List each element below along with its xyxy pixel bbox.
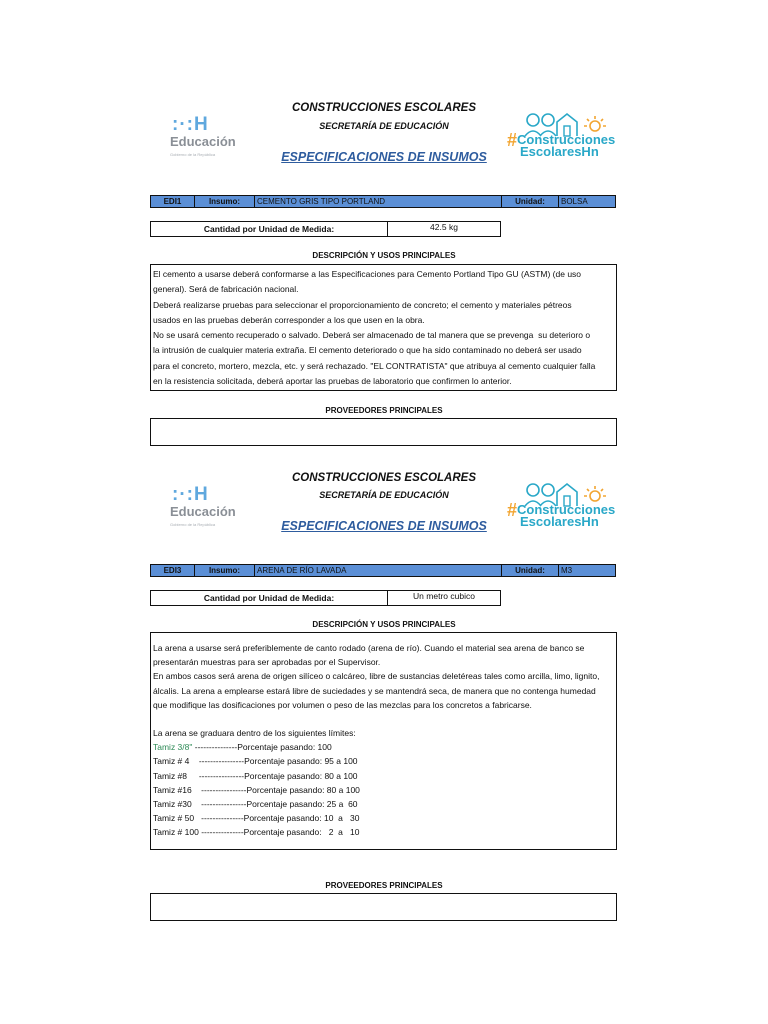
cantidad-value: 42.5 kg [430, 222, 458, 232]
unidad-label: Unidad: [502, 196, 559, 207]
description-line: general). Será de fabricación nacional. [153, 284, 299, 295]
educacion-logo-mark: :·:H [172, 114, 209, 135]
construcciones-logo-text: #Construcciones EscolaresHn [507, 500, 616, 529]
grading-line: Tamiz 3/8" ---------------Porcentaje pasando: 100 [153, 742, 332, 753]
description-line: Deberá realizarse pruebas para seleccionar el proporcionamiento de concreto; el cemento y materiales pétreos [153, 299, 572, 310]
description-line: El cemento a usarse deberá conformarse a las Especificaciones para Cemento Portland Tipo GU (ASTM) (de uso [153, 269, 582, 279]
educacion-logo-word: Educación [170, 504, 236, 519]
proveedores-heading: PROVEEDORES PRINCIPALES [325, 881, 443, 890]
description-line: para el concreto, mortero, mezcla, etc. y será rechazado. "EL CONTRATISTA" que atribuya al cemento cualquier falla [153, 360, 596, 371]
proveedores-heading: PROVEEDORES PRINCIPALES [325, 406, 443, 415]
proveedores-box [150, 418, 617, 446]
hashtag-icon: # [507, 130, 518, 150]
page-title: CONSTRUCCIONES ESCOLARES [291, 472, 477, 484]
doc-title: ESPECIFICACIONES DE INSUMOS [281, 150, 487, 164]
page-subtitle: SECRETARÍA DE EDUCACIÓN [319, 121, 449, 131]
descripcion-box [150, 632, 617, 850]
unidad-value: M3 [561, 566, 573, 575]
insumo-label: Insumo: [195, 196, 255, 207]
proveedores-box [150, 893, 617, 921]
unidad-value: BOLSA [561, 197, 588, 206]
educacion-logo-mark: :·:H [172, 484, 209, 505]
insumo-label: Insumo: [195, 565, 255, 576]
insumo-code: EDI3 [151, 565, 195, 576]
description-line: En ambos casos será arena de origen silíceo o calcáreo, libre de sustancias deletéreas tales como arcilla, limo, lignito, [153, 671, 600, 682]
description-line: la intrusión de cualquier materia extraña. El cemento deteriorado o que ha sido contaminado no deberá ser usado [153, 345, 582, 356]
cantidad-label: Cantidad por Unidad de Medida: [151, 591, 388, 605]
insumo-code: EDI1 [151, 196, 195, 207]
grading-line: Tamiz # 100 ---------------Porcentaje pasando: 2 a 10 [153, 827, 360, 838]
grading-line: Tamiz #8 ----------------Porcentaje pasando: 80 a 100 [153, 770, 358, 781]
grading-line: Tamiz # 4 ----------------Porcentaje pasando: 95 a 100 [153, 756, 358, 767]
insumo-value: ARENA DE RÍO LAVADA [255, 565, 502, 576]
descripcion-heading: DESCRIPCIÓN Y USOS PRINCIPALES [312, 251, 456, 260]
cantidad-value: Un metro cubico [413, 591, 475, 601]
description-line: La arena a usarse será preferiblemente de canto rodado (arena de río). Cuando el material sea arena de banco se [153, 643, 585, 653]
description-line: que modifique las dosificaciones por volumen o peso de las mezclas para los concretos a fabricarse. [153, 699, 532, 710]
descripcion-text [151, 265, 616, 391]
page-subtitle: SECRETARÍA DE EDUCACIÓN [319, 490, 449, 500]
construcciones-logo [507, 480, 619, 544]
spacer [153, 712, 614, 726]
description-line: en la resistencia solicitada, deberá aportar las pruebas de laboratorio que confirmen lo anterior. [153, 376, 512, 387]
page-title: CONSTRUCCIONES ESCOLARES [291, 102, 477, 114]
grading-line: Tamiz #16 ----------------Porcentaje pasando: 80 a 100 [153, 784, 360, 795]
insumo-bar [150, 564, 616, 577]
cantidad-row [150, 221, 501, 237]
descripcion-heading: DESCRIPCIÓN Y USOS PRINCIPALES [312, 620, 456, 629]
insumo-value: CEMENTO GRIS TIPO PORTLAND [255, 196, 502, 207]
grading-line: Tamiz #30 ----------------Porcentaje pasando: 25 a 60 [153, 799, 358, 810]
grading-line: Tamiz # 50 ---------------Porcentaje pasando: 10 a 30 [153, 813, 360, 824]
description-line: usados en las pruebas deberán corresponder a los que usen en la obra. [153, 314, 425, 325]
educacion-logo-tagline: Gobierno de la República [170, 522, 216, 527]
educacion-logo-word: Educación [170, 134, 236, 149]
construcciones-logo-text: #Construcciones EscolaresHn [507, 130, 616, 159]
construcciones-logo [507, 110, 619, 174]
educacion-logo-tagline: Gobierno de la República [170, 152, 216, 157]
doc-title: ESPECIFICACIONES DE INSUMOS [281, 519, 487, 533]
cantidad-label: Cantidad por Unidad de Medida: [151, 222, 388, 236]
grading-intro: La arena se graduara dentro de los siguientes límites: [153, 728, 356, 739]
description-line: No se usará cemento recuperado o salvado. Deberá ser almacenado de tal manera que se prevenga su deterioro o [153, 330, 591, 341]
unidad-label: Unidad: [502, 565, 559, 576]
description-line: álcalis. La arena a emplearse estará libre de suciedades y se mantendrá seca, de manera que no contenga humedad [153, 685, 596, 696]
descripcion-box [150, 264, 617, 391]
insumo-bar [150, 195, 616, 208]
cantidad-row [150, 590, 501, 606]
hashtag-icon: # [507, 500, 518, 520]
description-line: presentarán muestras para ser aprobadas por el Supervisor. [153, 657, 381, 668]
descripcion-text [151, 633, 616, 842]
